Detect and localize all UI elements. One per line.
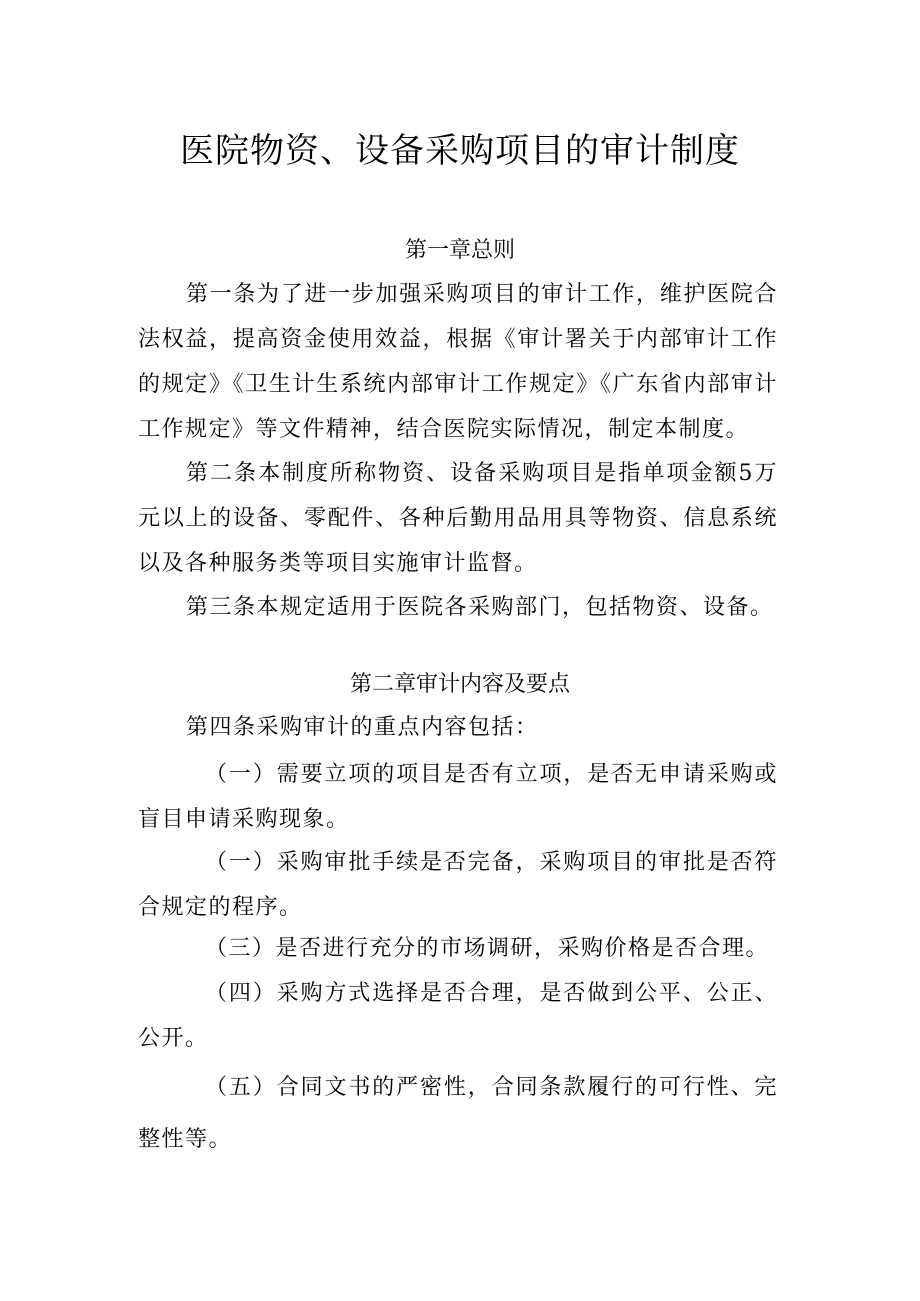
document-title: 医院物资、设备采购项目的审计制度 (180, 131, 740, 171)
list-item: （五）合同文书的严密性，合同条款履行的可行性、完整性等。 (138, 1075, 778, 1152)
article-1: 第一条为了进一步加强采购项目的审计工作，维护医院合法权益，提高资金使用效益，根据《审计署关于内部审计工作的规定》《卫生计生系统内部审计工作规定》《广东省内部审计工作规定》等文件精神，结合医院实际情况，制定本制度。 (138, 282, 778, 442)
list-item: （四）采购方式选择是否合理，是否做到公平、公正、公开。 (138, 981, 778, 1051)
chapter-1-heading: 第一章总则 (404, 238, 515, 263)
chapter-2-heading: 第二章审计内容及要点 (349, 672, 570, 697)
article-2: 第二条本制度所称物资、设备采购项目是指单项金额5万元以上的设备、零配件、各种后勤用品用具等物资、信息系统以及各种服务类等项目实施审计监督。 (138, 461, 778, 576)
list-item: （三）是否进行充分的市场调研，采购价格是否合理。 (205, 936, 770, 961)
article-3: 第三条本规定适用于医院各采购部门，包括物资、设备。 (186, 595, 774, 620)
list-item: （一）需要立项的项目是否有立项，是否无申请采购或盲目申请采购现象。 (138, 762, 778, 832)
article-4: 第四条采购审计的重点内容包括： (186, 715, 539, 740)
list-item: （一）采购审批手续是否完备，采购项目的审批是否符合规定的程序。 (138, 850, 778, 920)
